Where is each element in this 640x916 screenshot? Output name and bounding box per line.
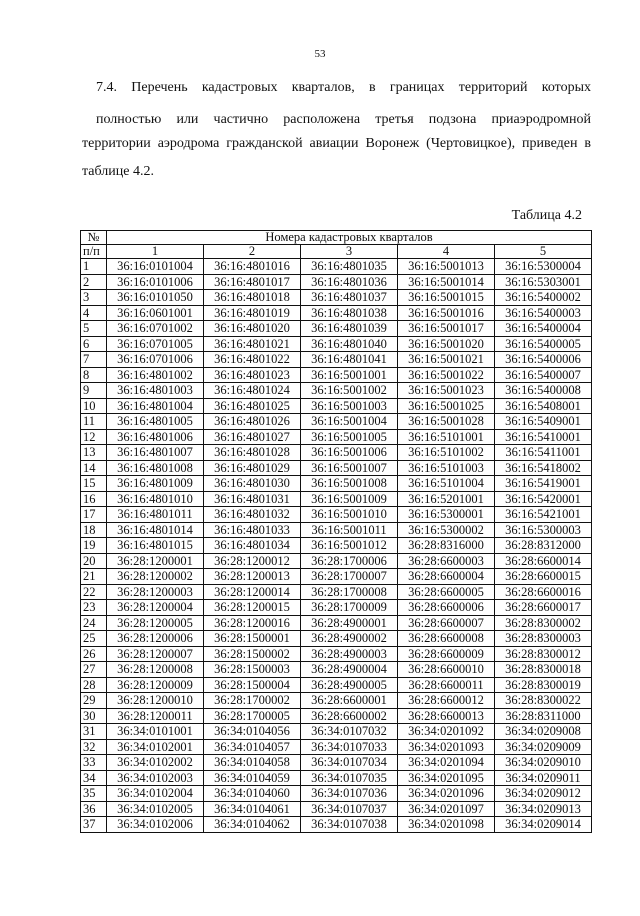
cadastral-number-cell: 36:16:4801024 (204, 383, 301, 399)
cadastral-number-cell: 36:16:5001028 (398, 414, 495, 430)
row-number: 29 (81, 693, 107, 709)
cadastral-number-cell: 36:16:0101004 (107, 259, 204, 275)
table-row (81, 259, 592, 275)
cadastral-number-cell: 36:16:4801020 (204, 321, 301, 337)
cadastral-number-cell: 36:28:6600003 (398, 553, 495, 569)
paragraph-line-1: 7.4. Перечень кадастровых кварталов, в границах территорий которых (96, 80, 591, 95)
row-number: 7 (81, 352, 107, 368)
cadastral-number-cell: 36:16:4801003 (107, 383, 204, 399)
cadastral-number-cell: 36:16:4801009 (107, 476, 204, 492)
column-header-5: 5 (495, 245, 592, 259)
cadastral-number-cell: 36:28:8300003 (495, 631, 592, 647)
cadastral-number-cell: 36:16:4801015 (107, 538, 204, 554)
cadastral-number-cell: 36:34:0201093 (398, 739, 495, 755)
table-row (81, 460, 592, 476)
row-number: 6 (81, 336, 107, 352)
table-row (81, 801, 592, 817)
cadastral-number-cell: 36:28:1700009 (301, 600, 398, 616)
cadastral-number-cell: 36:16:5411001 (495, 445, 592, 461)
cadastral-number-cell: 36:16:4801010 (107, 491, 204, 507)
cadastral-number-cell: 36:16:4801027 (204, 429, 301, 445)
column-header-3: 3 (301, 245, 398, 259)
cadastral-number-cell: 36:16:5001002 (301, 383, 398, 399)
cadastral-number-cell: 36:34:0107037 (301, 801, 398, 817)
row-number: 24 (81, 615, 107, 631)
cadastral-number-cell: 36:16:4801021 (204, 336, 301, 352)
cadastral-number-cell: 36:28:1500002 (204, 646, 301, 662)
cadastral-number-cell: 36:28:8311000 (495, 708, 592, 724)
table-row (81, 274, 592, 290)
table-row (81, 708, 592, 724)
row-number: 32 (81, 739, 107, 755)
row-number: 13 (81, 445, 107, 461)
cadastral-number-cell: 36:34:0209008 (495, 724, 592, 740)
cadastral-number-cell: 36:16:5418002 (495, 460, 592, 476)
cadastral-number-cell: 36:16:5001016 (398, 305, 495, 321)
cadastral-number-cell: 36:28:6600009 (398, 646, 495, 662)
row-number: 33 (81, 755, 107, 771)
cadastral-number-cell: 36:34:0102002 (107, 755, 204, 771)
cadastral-number-cell: 36:28:1200011 (107, 708, 204, 724)
table-row (81, 724, 592, 740)
cadastral-number-cell: 36:34:0104058 (204, 755, 301, 771)
table-row (81, 429, 592, 445)
cadastral-number-cell: 36:16:5001015 (398, 290, 495, 306)
cadastral-number-cell: 36:34:0209010 (495, 755, 592, 771)
cadastral-number-cell: 36:28:6600004 (398, 569, 495, 585)
cadastral-number-cell: 36:16:5001023 (398, 383, 495, 399)
cadastral-number-cell: 36:16:5101004 (398, 476, 495, 492)
cadastral-number-cell: 36:16:4801019 (204, 305, 301, 321)
cadastral-number-cell: 36:16:5400002 (495, 290, 592, 306)
cadastral-number-cell: 36:34:0107032 (301, 724, 398, 740)
cadastral-number-cell: 36:16:5419001 (495, 476, 592, 492)
table-row (81, 476, 592, 492)
cadastral-number-cell: 36:16:5001025 (398, 398, 495, 414)
table-row (81, 491, 592, 507)
row-number: 20 (81, 553, 107, 569)
row-number: 22 (81, 584, 107, 600)
cadastral-number-cell: 36:16:0601001 (107, 305, 204, 321)
cadastral-number-cell: 36:16:4801004 (107, 398, 204, 414)
cadastral-number-cell: 36:16:5420001 (495, 491, 592, 507)
cadastral-number-cell: 36:16:4801034 (204, 538, 301, 554)
cadastral-number-cell: 36:28:4900005 (301, 677, 398, 693)
cadastral-number-cell: 36:34:0201097 (398, 801, 495, 817)
cadastral-number-cell: 36:34:0104061 (204, 801, 301, 817)
cadastral-number-cell: 36:16:5001013 (398, 259, 495, 275)
cadastral-number-cell: 36:16:5001020 (398, 336, 495, 352)
cadastral-number-cell: 36:34:0209011 (495, 770, 592, 786)
column-header-2: 2 (204, 245, 301, 259)
cadastral-number-cell: 36:34:0107035 (301, 770, 398, 786)
cadastral-number-cell: 36:16:5410001 (495, 429, 592, 445)
cadastral-number-cell: 36:16:0101006 (107, 274, 204, 290)
cadastral-number-cell: 36:28:6600002 (301, 708, 398, 724)
cadastral-number-cell: 36:28:1200006 (107, 631, 204, 647)
cadastral-number-cell: 36:16:5300001 (398, 507, 495, 523)
cadastral-number-cell: 36:28:1200013 (204, 569, 301, 585)
cadastral-number-cell: 36:34:0209014 (495, 817, 592, 833)
cadastral-number-cell: 36:16:5303001 (495, 274, 592, 290)
row-number: 35 (81, 786, 107, 802)
cadastral-number-cell: 36:16:5101003 (398, 460, 495, 476)
cadastral-number-cell: 36:28:6600005 (398, 584, 495, 600)
cadastral-number-cell: 36:28:1200001 (107, 553, 204, 569)
cadastral-number-cell: 36:28:6600011 (398, 677, 495, 693)
cadastral-number-cell: 36:28:1700006 (301, 553, 398, 569)
table-row (81, 817, 592, 833)
row-number: 14 (81, 460, 107, 476)
cadastral-number-cell: 36:28:1700008 (301, 584, 398, 600)
cadastral-quarters-table (80, 230, 592, 833)
cadastral-number-cell: 36:28:1200009 (107, 677, 204, 693)
table-row (81, 631, 592, 647)
cadastral-number-cell: 36:28:6600010 (398, 662, 495, 678)
cadastral-number-cell: 36:28:6600008 (398, 631, 495, 647)
cadastral-number-cell: 36:34:0102001 (107, 739, 204, 755)
row-number: 28 (81, 677, 107, 693)
cadastral-number-cell: 36:28:1500001 (204, 631, 301, 647)
cadastral-number-cell: 36:28:8300018 (495, 662, 592, 678)
paragraph-line-2: полностью или частично расположена третья подзона приаэродромной (96, 112, 591, 127)
cadastral-number-cell: 36:16:5300004 (495, 259, 592, 275)
cadastral-number-cell: 36:28:1500004 (204, 677, 301, 693)
cadastral-number-cell: 36:16:4801032 (204, 507, 301, 523)
table-row (81, 677, 592, 693)
cadastral-number-cell: 36:34:0104057 (204, 739, 301, 755)
header-num-top: № (81, 231, 107, 245)
cadastral-number-cell: 36:16:4801017 (204, 274, 301, 290)
cadastral-number-cell: 36:16:5001012 (301, 538, 398, 554)
page-number: 53 (314, 48, 326, 60)
cadastral-number-cell: 36:28:6600007 (398, 615, 495, 631)
row-number: 11 (81, 414, 107, 430)
cadastral-number-cell: 36:28:1700005 (204, 708, 301, 724)
row-number: 2 (81, 274, 107, 290)
row-number: 37 (81, 817, 107, 833)
cadastral-number-cell: 36:16:4801016 (204, 259, 301, 275)
cadastral-number-cell: 36:16:4801029 (204, 460, 301, 476)
table-header-row-group (81, 231, 592, 245)
table-row (81, 615, 592, 631)
cadastral-number-cell: 36:16:5300002 (398, 522, 495, 538)
cadastral-number-cell: 36:16:0701006 (107, 352, 204, 368)
cadastral-number-cell: 36:16:5001006 (301, 445, 398, 461)
table-row (81, 693, 592, 709)
cadastral-number-cell: 36:28:1200007 (107, 646, 204, 662)
cadastral-number-cell: 36:16:5001008 (301, 476, 398, 492)
cadastral-number-cell: 36:28:6600015 (495, 569, 592, 585)
table-row (81, 755, 592, 771)
paragraph-line-3: территории аэродрома гражданской авиации Воронеж (Чертовицкое), приведен в (82, 136, 591, 151)
cadastral-number-cell: 36:16:5400004 (495, 321, 592, 337)
cadastral-number-cell: 36:16:4801014 (107, 522, 204, 538)
row-number: 34 (81, 770, 107, 786)
cadastral-number-cell: 36:34:0209009 (495, 739, 592, 755)
table-row (81, 646, 592, 662)
cadastral-number-cell: 36:16:4801011 (107, 507, 204, 523)
cadastral-number-cell: 36:16:5001001 (301, 367, 398, 383)
row-number: 18 (81, 522, 107, 538)
cadastral-number-cell: 36:28:8312000 (495, 538, 592, 554)
cadastral-number-cell: 36:16:5201001 (398, 491, 495, 507)
row-number: 21 (81, 569, 107, 585)
cadastral-number-cell: 36:16:5001021 (398, 352, 495, 368)
row-number: 19 (81, 538, 107, 554)
table-row (81, 584, 592, 600)
table-row (81, 305, 592, 321)
row-number: 23 (81, 600, 107, 616)
table-row (81, 290, 592, 306)
row-number: 17 (81, 507, 107, 523)
cadastral-number-cell: 36:28:1700007 (301, 569, 398, 585)
table-row (81, 445, 592, 461)
cadastral-number-cell: 36:16:4801028 (204, 445, 301, 461)
table-row (81, 569, 592, 585)
row-number: 1 (81, 259, 107, 275)
header-num-bottom: п/п (81, 245, 107, 259)
row-number: 5 (81, 321, 107, 337)
cadastral-number-cell: 36:34:0104059 (204, 770, 301, 786)
cadastral-number-cell: 36:16:4801031 (204, 491, 301, 507)
cadastral-number-cell: 36:34:0107034 (301, 755, 398, 771)
table-row (81, 398, 592, 414)
row-number: 10 (81, 398, 107, 414)
cadastral-number-cell: 36:34:0102004 (107, 786, 204, 802)
cadastral-number-cell: 36:16:0701005 (107, 336, 204, 352)
cadastral-number-cell: 36:28:1200004 (107, 600, 204, 616)
cadastral-number-cell: 36:16:4801040 (301, 336, 398, 352)
cadastral-number-cell: 36:34:0102006 (107, 817, 204, 833)
cadastral-number-cell: 36:16:5001010 (301, 507, 398, 523)
cadastral-number-cell: 36:28:4900004 (301, 662, 398, 678)
row-number: 31 (81, 724, 107, 740)
cadastral-number-cell: 36:16:5421001 (495, 507, 592, 523)
cadastral-number-cell: 36:16:4801025 (204, 398, 301, 414)
cadastral-number-cell: 36:16:0701002 (107, 321, 204, 337)
cadastral-number-cell: 36:16:4801007 (107, 445, 204, 461)
cadastral-number-cell: 36:16:5101001 (398, 429, 495, 445)
table-row (81, 522, 592, 538)
cadastral-number-cell: 36:34:0104062 (204, 817, 301, 833)
cadastral-number-cell: 36:16:5400003 (495, 305, 592, 321)
cadastral-number-cell: 36:16:5001003 (301, 398, 398, 414)
cadastral-number-cell: 36:16:4801037 (301, 290, 398, 306)
table-row (81, 336, 592, 352)
row-number: 26 (81, 646, 107, 662)
table-header-row-columns (81, 245, 592, 259)
cadastral-number-cell: 36:34:0209012 (495, 786, 592, 802)
cadastral-number-cell: 36:28:1200005 (107, 615, 204, 631)
cadastral-number-cell: 36:28:6600016 (495, 584, 592, 600)
table-row (81, 786, 592, 802)
cadastral-number-cell: 36:16:5400005 (495, 336, 592, 352)
cadastral-number-cell: 36:34:0201092 (398, 724, 495, 740)
cadastral-number-cell: 36:16:4801006 (107, 429, 204, 445)
cadastral-number-cell: 36:28:8300012 (495, 646, 592, 662)
cadastral-number-cell: 36:34:0201095 (398, 770, 495, 786)
row-number: 25 (81, 631, 107, 647)
table-row (81, 383, 592, 399)
row-number: 4 (81, 305, 107, 321)
cadastral-number-cell: 36:28:1200012 (204, 553, 301, 569)
cadastral-number-cell: 36:16:4801033 (204, 522, 301, 538)
cadastral-number-cell: 36:34:0104060 (204, 786, 301, 802)
row-number: 9 (81, 383, 107, 399)
cadastral-number-cell: 36:34:0107036 (301, 786, 398, 802)
cadastral-number-cell: 36:16:4801005 (107, 414, 204, 430)
cadastral-number-cell: 36:28:8300019 (495, 677, 592, 693)
cadastral-number-cell: 36:16:4801002 (107, 367, 204, 383)
cadastral-number-cell: 36:16:5400006 (495, 352, 592, 368)
row-number: 3 (81, 290, 107, 306)
cadastral-number-cell: 36:28:4900001 (301, 615, 398, 631)
cadastral-number-cell: 36:34:0201094 (398, 755, 495, 771)
cadastral-number-cell: 36:16:4801030 (204, 476, 301, 492)
header-group-title: Номера кадастровых кварталов (107, 231, 592, 245)
cadastral-number-cell: 36:16:5001007 (301, 460, 398, 476)
table-row (81, 770, 592, 786)
cadastral-number-cell: 36:34:0209013 (495, 801, 592, 817)
cadastral-number-cell: 36:34:0201098 (398, 817, 495, 833)
cadastral-number-cell: 36:28:1200010 (107, 693, 204, 709)
table-caption: Таблица 4.2 (511, 208, 582, 223)
cadastral-number-cell: 36:28:1200003 (107, 584, 204, 600)
cadastral-number-cell: 36:28:6600014 (495, 553, 592, 569)
cadastral-number-cell: 36:34:0102003 (107, 770, 204, 786)
cadastral-number-cell: 36:28:4900003 (301, 646, 398, 662)
cadastral-number-cell: 36:34:0101001 (107, 724, 204, 740)
cadastral-number-cell: 36:16:5001005 (301, 429, 398, 445)
cadastral-number-cell: 36:16:4801038 (301, 305, 398, 321)
cadastral-number-cell: 36:28:1700002 (204, 693, 301, 709)
row-number: 12 (81, 429, 107, 445)
cadastral-number-cell: 36:16:5001022 (398, 367, 495, 383)
cadastral-number-cell: 36:28:1200014 (204, 584, 301, 600)
cadastral-number-cell: 36:34:0104056 (204, 724, 301, 740)
cadastral-number-cell: 36:28:6600013 (398, 708, 495, 724)
cadastral-number-cell: 36:16:4801026 (204, 414, 301, 430)
cadastral-number-cell: 36:16:4801039 (301, 321, 398, 337)
cadastral-number-cell: 36:16:5400008 (495, 383, 592, 399)
row-number: 16 (81, 491, 107, 507)
cadastral-number-cell: 36:28:1200016 (204, 615, 301, 631)
table-row (81, 739, 592, 755)
cadastral-number-cell: 36:28:8300002 (495, 615, 592, 631)
cadastral-number-cell: 36:28:6600017 (495, 600, 592, 616)
cadastral-number-cell: 36:28:1200015 (204, 600, 301, 616)
paragraph-line-4: таблице 4.2. (82, 164, 154, 179)
cadastral-number-cell: 36:28:1200008 (107, 662, 204, 678)
cadastral-number-cell: 36:16:5300003 (495, 522, 592, 538)
table-body (81, 259, 592, 833)
cadastral-number-cell: 36:28:4900002 (301, 631, 398, 647)
row-number: 30 (81, 708, 107, 724)
table-row (81, 352, 592, 368)
cadastral-number-cell: 36:16:4801023 (204, 367, 301, 383)
cadastral-number-cell: 36:16:5001009 (301, 491, 398, 507)
cadastral-number-cell: 36:16:5400007 (495, 367, 592, 383)
cadastral-number-cell: 36:16:0101050 (107, 290, 204, 306)
cadastral-number-cell: 36:16:5001017 (398, 321, 495, 337)
cadastral-number-cell: 36:16:5001004 (301, 414, 398, 430)
cadastral-number-cell: 36:16:4801035 (301, 259, 398, 275)
cadastral-number-cell: 36:28:8316000 (398, 538, 495, 554)
cadastral-number-cell: 36:16:4801036 (301, 274, 398, 290)
column-header-4: 4 (398, 245, 495, 259)
table-row (81, 507, 592, 523)
cadastral-number-cell: 36:28:1500003 (204, 662, 301, 678)
cadastral-number-cell: 36:16:4801008 (107, 460, 204, 476)
cadastral-number-cell: 36:34:0107033 (301, 739, 398, 755)
cadastral-number-cell: 36:16:5001011 (301, 522, 398, 538)
cadastral-number-cell: 36:28:1200002 (107, 569, 204, 585)
row-number: 27 (81, 662, 107, 678)
cadastral-number-cell: 36:28:6600001 (301, 693, 398, 709)
cadastral-number-cell: 36:28:8300022 (495, 693, 592, 709)
cadastral-number-cell: 36:16:4801022 (204, 352, 301, 368)
table-row (81, 662, 592, 678)
cadastral-number-cell: 36:28:6600012 (398, 693, 495, 709)
table-row (81, 553, 592, 569)
cadastral-number-cell: 36:16:4801041 (301, 352, 398, 368)
cadastral-number-cell: 36:28:6600006 (398, 600, 495, 616)
row-number: 36 (81, 801, 107, 817)
cadastral-number-cell: 36:34:0201096 (398, 786, 495, 802)
cadastral-number-cell: 36:16:5408001 (495, 398, 592, 414)
cadastral-number-cell: 36:16:4801018 (204, 290, 301, 306)
cadastral-number-cell: 36:34:0102005 (107, 801, 204, 817)
table-row (81, 538, 592, 554)
cadastral-number-cell: 36:34:0107038 (301, 817, 398, 833)
cadastral-number-cell: 36:16:5409001 (495, 414, 592, 430)
row-number: 15 (81, 476, 107, 492)
table-row (81, 321, 592, 337)
cadastral-number-cell: 36:16:5101002 (398, 445, 495, 461)
table-row (81, 414, 592, 430)
table-row (81, 600, 592, 616)
cadastral-number-cell: 36:16:5001014 (398, 274, 495, 290)
row-number: 8 (81, 367, 107, 383)
table-row (81, 367, 592, 383)
column-header-1: 1 (107, 245, 204, 259)
